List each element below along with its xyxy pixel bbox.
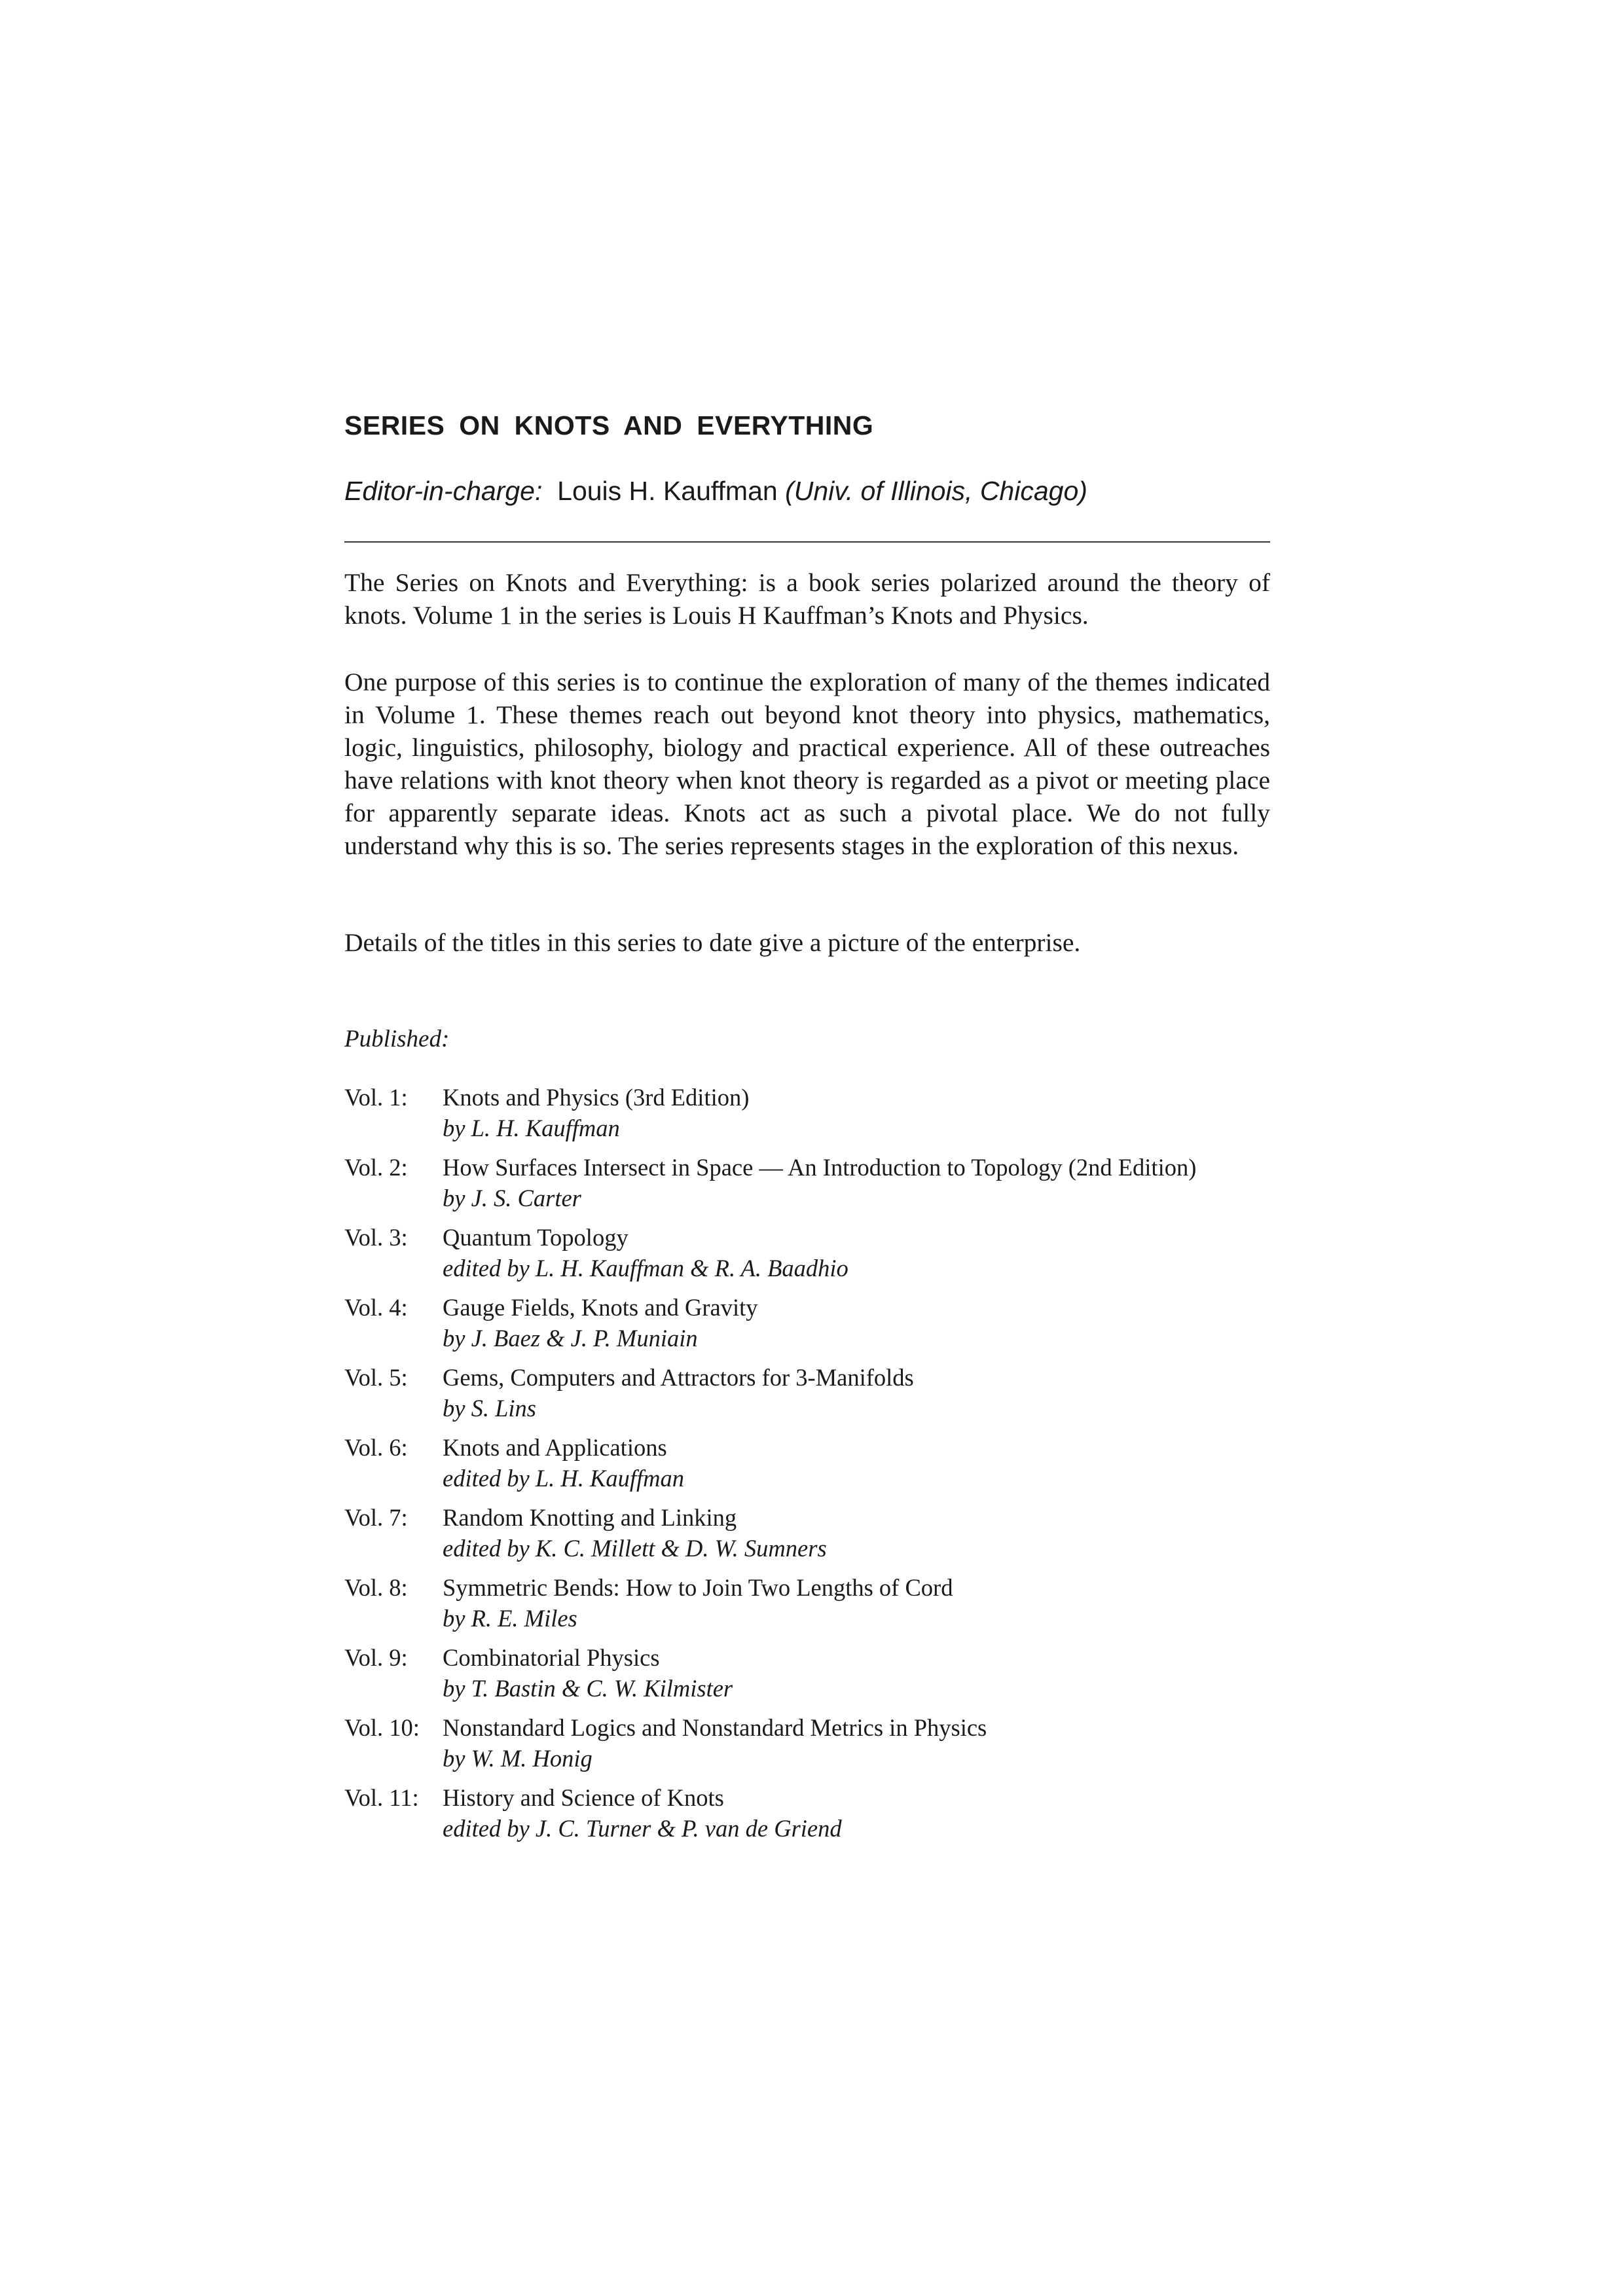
volume-entry (344, 1642, 1270, 1712)
volume-entry (344, 1362, 1270, 1432)
volume-number: Vol. 10: (344, 1714, 420, 1741)
volume-author: by S. Lins (443, 1395, 536, 1422)
volume-author: by J. S. Carter (443, 1185, 581, 1211)
volume-number: Vol. 3: (344, 1224, 408, 1251)
volume-title: Combinatorial Physics (443, 1644, 660, 1671)
volume-entry (344, 1782, 1270, 1852)
volume-entry (344, 1222, 1270, 1292)
editor-affiliation: (Univ. of Illinois, Chicago) (785, 476, 1087, 506)
volume-entry (344, 1432, 1270, 1502)
editor-line (344, 473, 1087, 509)
volume-number: Vol. 1: (344, 1084, 408, 1111)
volume-author: edited by K. C. Millett & D. W. Sumners (443, 1535, 827, 1562)
volume-number: Vol. 9: (344, 1644, 408, 1671)
volume-entry (344, 1082, 1270, 1152)
volume-entry (344, 1572, 1270, 1642)
published-label: Published: (344, 1026, 450, 1052)
editor-name: Louis H. Kauffman (557, 476, 778, 506)
volume-number: Vol. 7: (344, 1504, 408, 1531)
volume-author: by W. M. Honig (443, 1745, 593, 1772)
volume-author: edited by L. H. Kauffman & R. A. Baadhio (443, 1255, 848, 1282)
header-divider (344, 541, 1270, 543)
volume-list (344, 1082, 1270, 1852)
volume-author: edited by J. C. Turner & P. van de Griend (443, 1815, 842, 1842)
intro-paragraph-3: Details of the titles in this series to date give a picture of the enterprise. (344, 928, 1081, 957)
volume-title: Gauge Fields, Knots and Gravity (443, 1294, 758, 1321)
intro-paragraph-1: The Series on Knots and Everything: is a book series polarized around the theory of knots. Volume 1 in the series is Louis H Kauffman’s Knots and Physics. (344, 568, 1270, 630)
series-title: SERIES ON KNOTS AND EVERYTHING (344, 410, 874, 440)
volume-entry (344, 1712, 1270, 1782)
volume-title: Random Knotting and Linking (443, 1504, 737, 1531)
volume-title: History and Science of Knots (443, 1784, 724, 1811)
volume-author: by T. Bastin & C. W. Kilmister (443, 1675, 733, 1702)
volume-title: Nonstandard Logics and Nonstandard Metrics in Physics (443, 1714, 987, 1741)
volume-title: Knots and Physics (3rd Edition) (443, 1084, 750, 1111)
volume-number: Vol. 6: (344, 1434, 408, 1461)
volume-number: Vol. 2: (344, 1154, 408, 1181)
volume-number: Vol. 8: (344, 1574, 408, 1601)
volume-number: Vol. 5: (344, 1364, 408, 1391)
volume-title: Quantum Topology (443, 1224, 629, 1251)
series-page (344, 0, 1270, 2296)
volume-entry (344, 1502, 1270, 1572)
volume-author: edited by L. H. Kauffman (443, 1465, 685, 1492)
volume-author: by J. Baez & J. P. Muniain (443, 1325, 698, 1352)
editor-label: Editor-in-charge: (344, 476, 543, 506)
volume-author: by L. H. Kauffman (443, 1115, 620, 1141)
volume-number: Vol. 4: (344, 1294, 408, 1321)
volume-title: Gems, Computers and Attractors for 3-Manifolds (443, 1364, 914, 1391)
intro-paragraph-2: One purpose of this series is to continue the exploration of many of the themes indicated in Volume 1. These themes reach out beyond knot theory into physics, mathematics, logic, linguistics, philosophy, biology and practical experience. All of these outreaches have relations with knot theory when knot theory is regarded as a pivot or meeting place for apparently separate ideas. Knots act as such a pivotal place. We do not fully understand why this is so. The series represents stages in the exploration of this nexus. (344, 668, 1270, 860)
volume-author: by R. E. Miles (443, 1605, 577, 1632)
volume-number: Vol. 11: (344, 1784, 419, 1811)
volume-entry (344, 1292, 1270, 1362)
volume-title: How Surfaces Intersect in Space — An Introduction to Topology (2nd Edition) (443, 1154, 1197, 1181)
volume-title: Knots and Applications (443, 1434, 667, 1461)
volume-entry (344, 1152, 1270, 1222)
volume-title: Symmetric Bends: How to Join Two Lengths of Cord (443, 1574, 953, 1601)
